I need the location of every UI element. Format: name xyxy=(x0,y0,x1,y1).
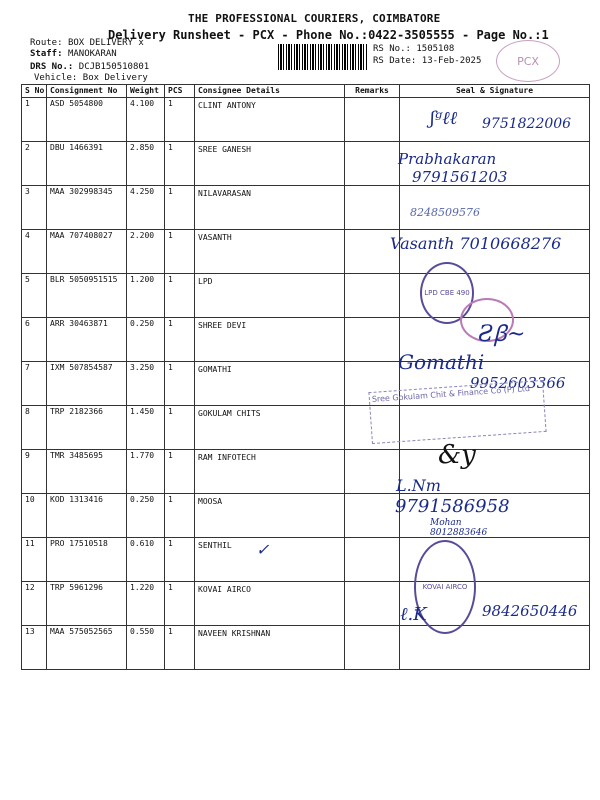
row-sno: 10 xyxy=(22,494,47,538)
row-remarks xyxy=(345,626,400,670)
handwriting-9: Mohan 8012883646 xyxy=(430,518,488,538)
airco-stamp: KOVAI AIRCO xyxy=(414,540,476,634)
handwriting-5: Vasanth 7010668276 xyxy=(390,234,562,253)
handwriting-3: 9791561203 xyxy=(412,168,508,186)
row-weight: 1.450 xyxy=(127,406,165,450)
row-weight: 4.250 xyxy=(127,186,165,230)
table-row xyxy=(22,186,590,230)
rs-no-value: 1505108 xyxy=(416,44,455,54)
handwriting-8: 9791586958 xyxy=(395,496,510,517)
row-sno: 12 xyxy=(22,582,47,626)
row-sno: 1 xyxy=(22,98,47,142)
row-remarks xyxy=(345,318,400,362)
row-consignee: GOKULAM CHITS xyxy=(195,406,345,450)
rs-no-label: RS No.: xyxy=(373,44,411,54)
signature-6: Ꙅꞵ~ xyxy=(478,322,526,347)
lpd-stamp: LPD CBE 490 xyxy=(420,262,474,324)
row-sno: 5 xyxy=(22,274,47,318)
row-sno: 6 xyxy=(22,318,47,362)
route-value: BOX DELIVERY x xyxy=(67,38,144,48)
row-sno: 9 xyxy=(22,450,47,494)
drs-label: DRS No.: xyxy=(30,62,74,72)
col-consignee: Consignee Details xyxy=(195,85,345,98)
table-row xyxy=(22,450,590,494)
row-consignee: SREE GANESH xyxy=(195,142,345,186)
row-pcs: 1 xyxy=(165,582,195,626)
row-pcs: 1 xyxy=(165,494,195,538)
runsheet-title: Delivery Runsheet - PCX - Phone No.:0422-3505555 - Page No.:1 xyxy=(108,28,549,42)
row-consignment-no: MAA 707408027 xyxy=(47,230,127,274)
staff-line xyxy=(30,49,117,59)
row-consignment-no: MAA 575052565 xyxy=(47,626,127,670)
row-pcs: 1 xyxy=(165,626,195,670)
rs-date-value: 13-Feb-2025 xyxy=(421,56,482,66)
row-pcs: 1 xyxy=(165,274,195,318)
table-row xyxy=(22,538,590,582)
col-pcs: PCS xyxy=(165,85,195,98)
row-weight: 3.250 xyxy=(127,362,165,406)
row-pcs: 1 xyxy=(165,142,195,186)
row-consignee: MOOSA xyxy=(195,494,345,538)
vehicle-value: Box Delivery xyxy=(82,73,148,83)
row-consignee: RAM INFOTECH xyxy=(195,450,345,494)
signature-1: ʃᵍℓℓ xyxy=(430,108,458,129)
signature-10: &y xyxy=(438,440,476,470)
drs-line xyxy=(30,62,149,72)
row-sno: 11 xyxy=(22,538,47,582)
row-consignee: VASANTH xyxy=(195,230,345,274)
handwriting-2: Prabhakaran xyxy=(398,150,497,168)
row-weight: 4.100 xyxy=(127,98,165,142)
table-header-row xyxy=(22,85,590,98)
row-consignee: GOMATHI xyxy=(195,362,345,406)
row-remarks xyxy=(345,186,400,230)
row-weight: 2.200 xyxy=(127,230,165,274)
row-pcs: 1 xyxy=(165,362,195,406)
row-consignment-no: DBU 1466391 xyxy=(47,142,127,186)
row-remarks xyxy=(345,450,400,494)
vehicle-label: Vehicle: xyxy=(34,73,78,83)
row-sno: 2 xyxy=(22,142,47,186)
pcx-stamp: PCX xyxy=(496,40,560,82)
col-sno: S No xyxy=(22,85,47,98)
row-remarks xyxy=(345,494,400,538)
row-weight: 0.250 xyxy=(127,494,165,538)
signature-13: ℓ.Ꝁ xyxy=(400,604,427,625)
col-consignment: Consignment No xyxy=(47,85,127,98)
row-pcs: 1 xyxy=(165,406,195,450)
gokulam-stamp: Sree Gokulam Chit & Finance Co (P) Ltd xyxy=(368,380,546,444)
row-consignee: LPD xyxy=(195,274,345,318)
signature-11: L.Nm xyxy=(396,476,441,495)
row-consignment-no: TRP 2182366 xyxy=(47,406,127,450)
row-consignee: NILAVARASAN xyxy=(195,186,345,230)
col-signature: Seal & Signature xyxy=(400,85,590,98)
row-weight: 0.610 xyxy=(127,538,165,582)
row-consignee: NAVEEN KRISHNAN xyxy=(195,626,345,670)
row-pcs: 1 xyxy=(165,450,195,494)
row-consignment-no: BLR 5050951515 xyxy=(47,274,127,318)
rs-no-line xyxy=(373,44,454,54)
handwriting-4: 8248509576 xyxy=(410,206,480,219)
handwriting-6: Gomathi xyxy=(398,350,485,374)
row-weight: 1.770 xyxy=(127,450,165,494)
row-consignment-no: TMR 3485695 xyxy=(47,450,127,494)
handwriting-1: 9751822006 xyxy=(482,116,572,132)
row-sno: 8 xyxy=(22,406,47,450)
row-consignee: SHREE DEVI xyxy=(195,318,345,362)
col-weight: Weight xyxy=(127,85,165,98)
row-consignee: KOVAI AIRCO xyxy=(195,582,345,626)
row-remarks xyxy=(345,142,400,186)
row-pcs: 1 xyxy=(165,318,195,362)
row-weight: 2.850 xyxy=(127,142,165,186)
row-remarks xyxy=(345,538,400,582)
row-weight: 1.220 xyxy=(127,582,165,626)
company-title: THE PROFESSIONAL COURIERS, COIMBATORE xyxy=(188,12,441,25)
row-consignment-no: KOD 1313416 xyxy=(47,494,127,538)
row-remarks xyxy=(345,98,400,142)
row-consignee: CLINT ANTONY xyxy=(195,98,345,142)
row-consignment-no: ARR 30463871 xyxy=(47,318,127,362)
col-remarks: Remarks xyxy=(345,85,400,98)
route-label: Route: xyxy=(30,38,63,48)
table-row xyxy=(22,626,590,670)
barcode xyxy=(278,44,368,70)
row-weight: 1.200 xyxy=(127,274,165,318)
row-sno: 13 xyxy=(22,626,47,670)
row-sno: 7 xyxy=(22,362,47,406)
row-consignment-no: PRO 17510518 xyxy=(47,538,127,582)
row-sno: 4 xyxy=(22,230,47,274)
row-consignment-no: ASD 5054800 xyxy=(47,98,127,142)
handwriting-10: 9842650446 xyxy=(482,602,578,620)
row-pcs: 1 xyxy=(165,538,195,582)
rs-date-line xyxy=(373,56,481,66)
row-remarks xyxy=(345,274,400,318)
row-pcs: 1 xyxy=(165,98,195,142)
tick-mark: ✓ xyxy=(256,540,270,559)
row-pcs: 1 xyxy=(165,230,195,274)
row-weight: 0.550 xyxy=(127,626,165,670)
rs-date-label: RS Date: xyxy=(373,56,417,66)
vehicle-line xyxy=(34,73,148,83)
staff-value: MANOKARAN xyxy=(67,49,117,59)
row-weight: 0.250 xyxy=(127,318,165,362)
drs-value: DCJB150510801 xyxy=(78,62,150,72)
handwriting-7: 9952603366 xyxy=(470,374,566,392)
row-consignment-no: MAA 302998345 xyxy=(47,186,127,230)
route-line xyxy=(30,38,144,48)
row-pcs: 1 xyxy=(165,186,195,230)
row-consignment-no: IXM 507854587 xyxy=(47,362,127,406)
row-remarks xyxy=(345,582,400,626)
staff-label: Staff: xyxy=(30,49,63,59)
row-sno: 3 xyxy=(22,186,47,230)
row-consignee: SENTHIL xyxy=(195,538,345,582)
row-signature xyxy=(400,626,590,670)
row-consignment-no: TRP 5961296 xyxy=(47,582,127,626)
